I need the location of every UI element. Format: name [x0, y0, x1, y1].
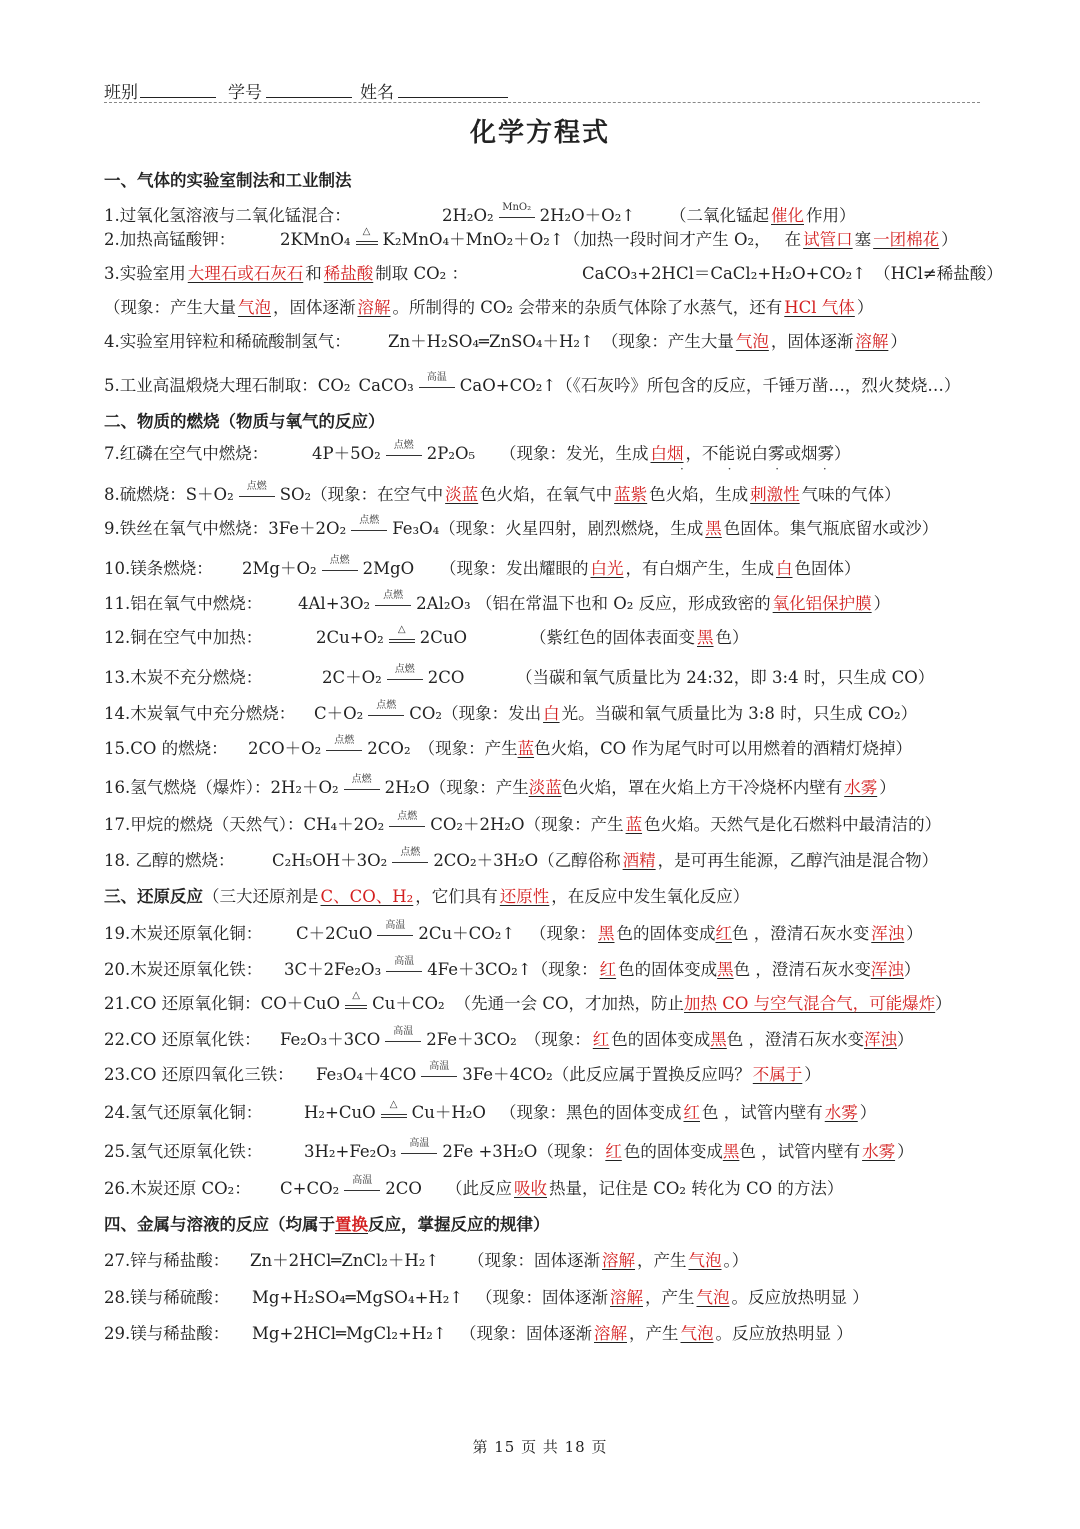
note: 色火焰，在氧气中: [480, 485, 613, 504]
condition-arrow: 高温: [386, 961, 422, 981]
condition-arrow: △: [389, 629, 415, 649]
note: 色火焰，生成: [649, 485, 749, 504]
answer: 刺激性: [750, 485, 800, 504]
note: ）: [879, 778, 896, 797]
answer: 淡蓝: [445, 485, 479, 504]
products: 2CuO: [419, 628, 467, 647]
note: ）: [859, 1103, 877, 1122]
condition-arrow: 高温: [344, 1180, 380, 1200]
row-label: 25.氢气还原氧化铁：: [104, 1142, 263, 1161]
note: 制取 CO₂ ：: [375, 264, 469, 283]
student-id-label: 学号: [228, 83, 262, 103]
answer: 蓝: [625, 815, 643, 834]
name-blank[interactable]: [398, 78, 508, 98]
answer: 红: [592, 1030, 610, 1049]
answer: 白: [776, 559, 793, 578]
note: 色的固体变成: [616, 924, 716, 943]
class-blank[interactable]: [140, 78, 216, 98]
note: ）: [935, 994, 952, 1013]
row-label: 28.镁与稀硫酸：: [104, 1288, 230, 1307]
note: 作用）: [806, 206, 856, 225]
answer: 白烟: [650, 444, 684, 463]
note: （先通一会 CO，才加热，防止: [454, 994, 685, 1013]
note: ）: [897, 1142, 914, 1161]
note: 色固体）: [794, 559, 861, 578]
note: ，产生: [629, 1324, 679, 1343]
answer: 黑: [717, 960, 734, 979]
note: ）: [941, 230, 958, 249]
note: （现象：产生: [429, 778, 529, 797]
note: ，产生: [637, 1251, 687, 1270]
answer: 白: [543, 704, 560, 723]
condition-arrow: 点燃: [322, 560, 358, 580]
condition-arrow: MnO₂: [499, 207, 535, 227]
condition-arrow: 高温: [385, 1031, 421, 1051]
note: （现象：产生: [524, 815, 624, 834]
reactants: H₂+CuO: [304, 1103, 376, 1122]
products: 2MgO: [362, 559, 415, 578]
name-label: 姓名: [360, 83, 394, 103]
reactants: 2H₂＋O₂: [270, 778, 339, 797]
reactants: C+CO₂: [280, 1179, 340, 1198]
section-2-heading: 二、物质的燃烧（物质与氧气的反应）: [104, 412, 385, 431]
note: （现象：产生: [418, 739, 518, 758]
answer: 大理石或石灰石: [187, 264, 304, 283]
products: K₂MnO₄＋MnO₂＋O₂↑: [382, 230, 564, 249]
note: （现象：: [530, 924, 596, 943]
condition-arrow: △: [356, 231, 378, 251]
note: ）: [873, 594, 891, 613]
answer: 气泡: [735, 332, 769, 351]
note: （现象：产生大量: [601, 332, 734, 351]
note: （现象：固体逐渐: [468, 1251, 600, 1270]
row-label: 26.木炭还原 CO₂：: [104, 1179, 251, 1198]
row-label: 2.加热高锰酸钾：: [104, 230, 236, 249]
equation: Mg+2HCl═MgCl₂+H₂↑: [252, 1324, 447, 1343]
answer: 稀盐酸: [323, 264, 374, 283]
reactants: C＋O₂: [314, 704, 364, 723]
student-id-blank[interactable]: [266, 78, 352, 98]
note: （现象：黑色的固体变成: [500, 1103, 682, 1122]
answer: 气泡: [238, 298, 271, 317]
condition-arrow: 高温: [401, 1143, 437, 1163]
answer: 蓝紫: [614, 485, 648, 504]
note: ）: [897, 1030, 914, 1049]
condition-arrow: 高温: [377, 925, 413, 945]
note: （现象：固体逐渐: [460, 1324, 592, 1343]
note: 色火焰，CO 作为尾气时可以用燃着的酒精灯烧掉）: [534, 739, 912, 758]
note: 热量，记住是 CO₂ 转化为 CO 的方法）: [549, 1179, 844, 1198]
row-label: 15.CO 的燃烧：: [104, 739, 228, 758]
note: ）: [906, 924, 923, 943]
condition-arrow: 点燃: [375, 595, 411, 615]
answer: 氧化铝保护膜: [772, 594, 872, 613]
answer: 淡蓝: [528, 778, 562, 797]
equation: Zn＋2HCl═ZnCl₂＋H₂↑: [250, 1251, 440, 1270]
products: CO₂: [409, 704, 443, 723]
row-label: 13.木炭不充分燃烧：: [104, 668, 263, 687]
note: 色火焰，罩在火焰上方干冷烧杯内壁有: [561, 778, 843, 797]
note: （二氧化锰起: [670, 206, 769, 225]
condition-arrow: △: [381, 1104, 407, 1124]
reactants: 2C＋O₂: [322, 668, 382, 687]
row-label: 1.过氧化氢溶液与二氧化锰混合：: [104, 206, 351, 225]
note: 在: [784, 230, 802, 249]
note: （现象：: [524, 1030, 591, 1049]
answer: 气泡: [688, 1251, 722, 1270]
row-label: 11.铝在氧气中燃烧：: [104, 594, 263, 613]
answer: 置换: [335, 1215, 368, 1234]
note: 色 ，澄清石灰水变: [733, 960, 871, 979]
note: （乙醇俗称: [538, 851, 621, 870]
note: （现象：发光，生成: [500, 444, 649, 463]
note: （现象：产生大量: [104, 298, 236, 317]
note: （《石灰吟》所包含的反应，千锤万凿…，烈火焚烧…）: [556, 376, 961, 395]
answer: 溶解: [602, 1251, 635, 1270]
equation: CaCO₃+2HCl＝CaCl₂+H₂O+CO₂↑: [582, 264, 867, 283]
row-label: 27.锌与稀盐酸：: [104, 1251, 230, 1270]
products: 2CO: [427, 668, 465, 687]
note: （现象：火星四射，剧烈燃烧，生成: [439, 519, 704, 538]
answer: 水雾: [844, 778, 878, 797]
note: （现象：固体逐渐: [476, 1288, 608, 1307]
answer: 还原性: [499, 887, 550, 906]
note: 塞: [854, 230, 872, 249]
products: 2CO: [385, 1179, 422, 1198]
products: 2H₂O＋O₂↑: [539, 206, 636, 225]
row-label: 3.实验室用: [104, 264, 186, 283]
row-label: 18. 乙醇的燃烧：: [104, 851, 235, 870]
note: （加热一段时间才产生 O₂，: [563, 230, 771, 249]
products: 3Fe＋4CO₂: [462, 1065, 553, 1084]
note: ）: [856, 298, 874, 317]
answer: 黑: [598, 924, 615, 943]
products: 2CO₂: [367, 739, 411, 758]
reactants: 2Cu+O₂: [316, 628, 384, 647]
note: （此反应: [446, 1179, 512, 1198]
note: ）: [903, 960, 921, 979]
products: SO₂: [279, 485, 312, 504]
row-label: 4.实验室用锌粒和稀硫酸制氢气：: [104, 332, 351, 351]
note: ，是可再生能源，乙醇汽油是混合物）: [657, 851, 939, 870]
note: 光。当碳和氧气质量比为 3:8 时，只生成 CO₂）: [561, 704, 918, 723]
products: CaO+CO₂↑: [459, 376, 557, 395]
note: 色火焰。天然气是化石燃料中最清洁的）: [644, 815, 942, 834]
answer: 黑: [722, 1142, 740, 1161]
equation: Zn＋H₂SO₄═ZnSO₄＋H₂↑: [388, 332, 594, 351]
answer: 气泡: [680, 1324, 714, 1343]
products: CO₂＋2H₂O: [430, 815, 525, 834]
answer: 溶解: [610, 1288, 643, 1307]
condition-arrow: 点燃: [392, 852, 428, 872]
answer: 加热 CO 与空气混合气，可能爆炸: [684, 994, 936, 1013]
note: ）: [804, 1065, 821, 1084]
reactants: 2H₂O₂: [442, 206, 494, 225]
emphasis-dots: · · · ·: [680, 462, 847, 476]
condition-arrow: 点燃: [368, 705, 404, 725]
answer: C、CO、H₂: [320, 887, 414, 906]
condition-arrow: 点燃: [351, 520, 387, 540]
answer: 催化: [771, 206, 804, 225]
answer: 试管口: [803, 230, 853, 249]
answer: 蓝: [517, 739, 535, 758]
reactants: 2CO＋O₂: [248, 739, 322, 758]
note: 色固体。集气瓶底留水或沙）: [723, 519, 939, 538]
note: 色 ，试管内壁有: [702, 1103, 823, 1122]
condition-arrow: 点燃: [389, 816, 425, 836]
answer: 水雾: [862, 1142, 896, 1161]
note: ，固体逐渐: [770, 332, 854, 351]
note: 色）: [715, 628, 749, 647]
reactants: C₂H₅OH＋3O₂: [272, 851, 388, 870]
equation: Mg+H₂SO₄═MgSO₄+H₂↑: [252, 1288, 464, 1307]
note: 气味的气体）: [801, 485, 901, 504]
answer: 浑浊: [870, 960, 904, 979]
note: 色的固体变成: [618, 960, 718, 979]
reactants: 2KMnO₄: [280, 230, 351, 249]
answer: 气泡: [696, 1288, 730, 1307]
row-label: 17.甲烷的燃烧（天然气）：CH₄＋2O₂: [104, 815, 385, 834]
answer: 不属于: [752, 1065, 803, 1084]
row-label: 9.铁丝在氧气中燃烧：3Fe＋2O₂: [104, 519, 347, 538]
note: （现象：: [537, 1142, 604, 1161]
reactants: 4P＋5O₂: [312, 444, 381, 463]
condition-arrow: 点燃: [386, 445, 422, 465]
answer: 溶解: [594, 1324, 627, 1343]
reactants: 3H₂+Fe₂O₃: [304, 1142, 397, 1161]
products: 2Fe +3H₂O: [442, 1142, 538, 1161]
note: 。反应放热明显 ）: [731, 1288, 869, 1307]
row-label: 10.镁条燃烧：: [104, 559, 213, 578]
products: Fe₃O₄: [392, 519, 440, 538]
answer: 浑浊: [871, 924, 905, 943]
products: 2H₂O: [384, 778, 430, 797]
answer: 红: [715, 924, 732, 943]
answer: HCl 气体: [784, 298, 855, 317]
answer: 黑: [705, 519, 722, 538]
reactants: 3C＋2Fe₂O₃: [284, 960, 382, 979]
note: 色的固体变成: [611, 1030, 711, 1049]
note: 。）: [723, 1251, 749, 1270]
answer: 浑浊: [864, 1030, 898, 1049]
page-title: 化学方程式: [469, 118, 610, 148]
products: 4Fe＋3CO₂↑: [427, 960, 532, 979]
row-label: 19.木炭还原氧化铜：: [104, 924, 263, 943]
answer: 溶解: [855, 332, 889, 351]
condition-arrow: 点燃: [344, 779, 380, 799]
condition-arrow: 高温: [419, 377, 455, 397]
answer: 溶解: [357, 298, 391, 317]
note: （现象：: [531, 960, 598, 979]
section-1-heading: 一、气体的实验室制法和工业制法: [104, 171, 352, 190]
page-number: 第 15 页 共 18 页: [472, 1438, 608, 1456]
answer: 红: [605, 1142, 622, 1161]
note: 。所制得的 CO₂ 会带来的杂质气体除了水蒸气，还有: [392, 298, 783, 317]
answer: 黑: [710, 1030, 727, 1049]
note: 色 ，试管内壁有: [739, 1142, 861, 1161]
row-label: 24.氢气还原氧化铜：: [104, 1103, 263, 1122]
row-label: 7.红磷在空气中燃烧：: [104, 444, 269, 463]
note: （现象：发出: [442, 704, 542, 723]
reactants: Fe₃O₄＋4CO: [316, 1065, 417, 1084]
products: 2Al₂O₃: [416, 594, 471, 613]
condition-arrow: 点燃: [239, 486, 275, 506]
reactants: 2Mg＋O₂: [242, 559, 317, 578]
condition-arrow: △: [345, 995, 367, 1015]
condition-arrow: 点燃: [326, 740, 362, 760]
answer: 吸收: [514, 1179, 547, 1198]
products: Cu＋H₂O: [411, 1103, 486, 1122]
answer: 红: [683, 1103, 700, 1122]
row-label: 5.工业高温煅烧大理石制取：CO₂: [104, 376, 351, 395]
note: 和: [305, 264, 322, 283]
condition-arrow: 点燃: [387, 669, 423, 689]
row-label: 8.硫燃烧：S＋O₂: [104, 485, 234, 504]
note: （此反应属于置换反应吗？: [552, 1065, 751, 1084]
answer: 一团棉花: [873, 230, 940, 249]
reactants: 4Al+3O₂: [298, 594, 371, 613]
products: 2Cu＋CO₂↑: [418, 924, 516, 943]
reactants: C＋2CuO: [296, 924, 373, 943]
note: ，产生: [645, 1288, 695, 1307]
row-label: 14.木炭氧气中充分燃烧：: [104, 704, 296, 723]
note: （HCl≠稀盐酸）: [874, 264, 1003, 283]
row-label: 23.CO 还原四氧化三铁：: [104, 1065, 294, 1084]
products: 2CO₂＋3H₂O: [433, 851, 539, 870]
note: 色 ，澄清石灰水变: [732, 924, 870, 943]
products: 2P₂O₅: [426, 444, 476, 463]
row-label: 20.木炭还原氧化铁：: [104, 960, 263, 979]
note: 。反应放热明显 ）: [715, 1324, 853, 1343]
reactants: CaCO₃: [358, 376, 414, 395]
note: ）: [890, 332, 907, 351]
row-label: 12.铜在空气中加热：: [104, 628, 263, 647]
reactants: Fe₂O₃＋3CO: [280, 1030, 381, 1049]
student-info-header: [104, 76, 980, 103]
products: Cu＋CO₂: [372, 994, 445, 1013]
row-label: 21.CO 还原氧化铜：CO＋CuO: [104, 994, 341, 1013]
products: 2Fe＋3CO₂: [426, 1030, 517, 1049]
note: （紫红色的固体表面变: [530, 628, 695, 647]
note: ，固体逐渐: [273, 298, 356, 317]
row-label: 22.CO 还原氧化铁：: [104, 1030, 261, 1049]
answer: 白光: [590, 559, 624, 578]
note: ，有白烟产生，生成: [625, 559, 774, 578]
note: 色的固体变成: [623, 1142, 723, 1161]
answer: 黑: [697, 628, 714, 647]
note: （现象：在空气中: [311, 485, 444, 504]
answer: 水雾: [824, 1103, 858, 1122]
note: （铝在常温下也和 O₂ 反应，形成致密的: [476, 594, 771, 613]
note: ，不能说白雾或烟雾）: [685, 444, 851, 463]
note: 色 ，澄清石灰水变: [726, 1030, 865, 1049]
condition-arrow: 高温: [421, 1066, 457, 1086]
note: （当碳和氧气质量比为 24:32，即 3:4 时，只生成 CO）: [516, 668, 935, 687]
class-label: 班别: [104, 83, 138, 103]
row-label: 29.镁与稀盐酸：: [104, 1324, 230, 1343]
note: （现象：发出耀眼的: [440, 559, 589, 578]
answer: 酒精: [622, 851, 656, 870]
row-label: 16.氢气燃烧（爆炸）：: [104, 778, 271, 797]
answer: 红: [599, 960, 617, 979]
